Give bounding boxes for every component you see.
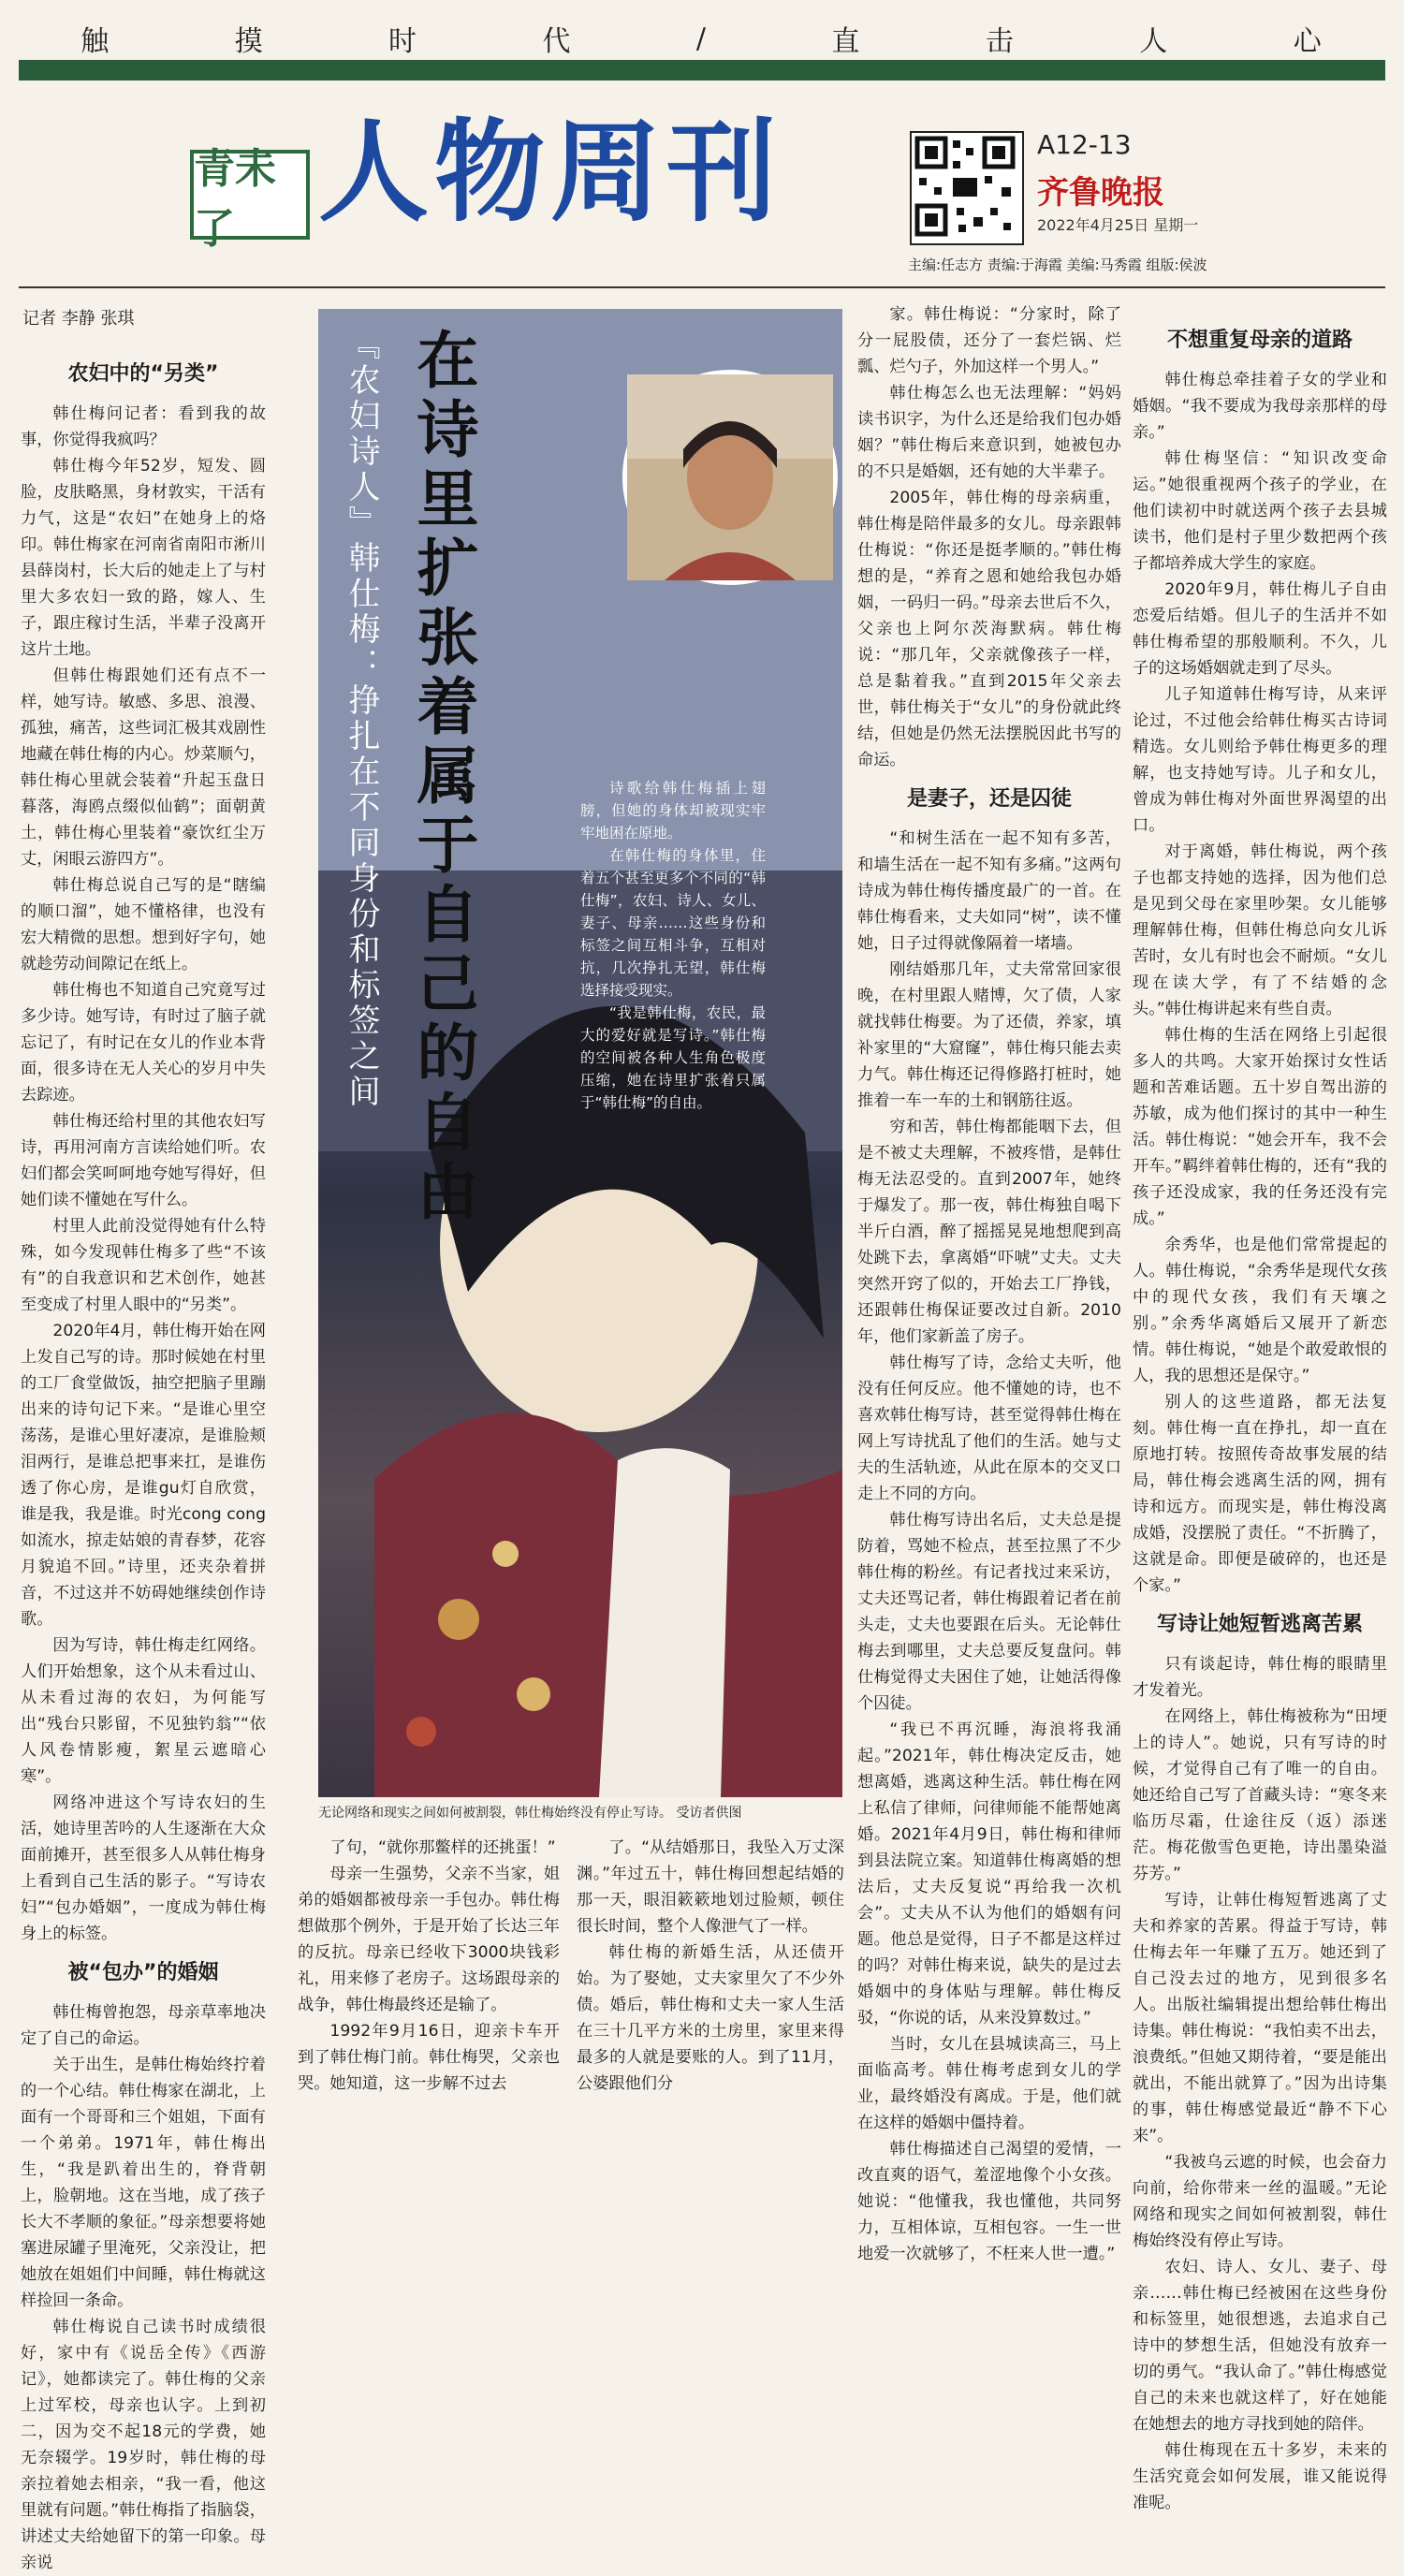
paragraph: 家。韩仕梅说：“分家时，除了分一屁股债，还分了一套烂锅、烂瓢、烂勺子，外加这样一个男人。”	[857, 305, 1121, 376]
paragraph: 韩仕梅的新婚生活，从还债开始。为了娶她，丈夫家里欠了不少外债。婚后，韩仕梅和丈夫一家人生活在三十几平方米的土房里，家里来得最多的人就是要账的人。到了11月，公婆跟他们分	[577, 1943, 844, 2093]
paragraph: 韩仕梅描述自己渴望的爱情，一改直爽的语气，羞涩地像个小女孩。她说：“他懂我，我也懂他，共同努力，互相体谅，互相包容。一生一世地爱一次就够了，不枉来人世一遭。”	[857, 2140, 1121, 2263]
paragraph: 韩仕梅怎么也无法理解：“妈妈读书识字，为什么还是给我们包办婚姻？”韩仕梅后来意识到，她被包办的不只是婚姻，还有她的大半辈子。	[857, 384, 1121, 481]
article-column-3-bottom-left	[577, 1835, 844, 2247]
slogan-char: 时	[388, 25, 419, 58]
paragraph: 余秀华，也是他们常常提起的人。韩仕梅说，“余秀华是现代女孩中的现代女孩，我们有天壤之别。”余秀华离婚后又展开了新恋情。韩仕梅说，“她是个敢爱敢恨的人，我的思想还是保守。”	[1133, 1236, 1387, 1385]
paragraph: 韩仕梅写诗出名后，丈夫总是提防着，骂她不检点，甚至拉黑了不少韩仕梅的粉丝。有记者找过来采访，丈夫还骂记者，韩仕梅跟着记者在前头走，丈夫也要跟在后头。无论韩仕梅去到哪里，丈夫总要反复盘问。韩仕梅觉得丈夫困住了她，让她活得像个囚徒。	[857, 1511, 1121, 1713]
paragraph: 韩仕梅坚信：“知识改变命运。”她很重视两个孩子的学业，在他们读初中时就送两个孩子去县城读书，他们是村子里少数把两个孩子都培养成大学生的家庭。	[1133, 449, 1387, 573]
paragraph: 对于离婚，韩仕梅说，两个孩子也都支持她的选择，因为他们总是见到父母在家里吵架。女儿能够理解韩仕梅，但韩仕梅总向女儿诉苦时，女儿有时也会不耐烦。“女儿现在读大学，有了不结婚的念头。”韩仕梅讲起来有些自责。	[1133, 842, 1387, 1018]
section-heading: 农妇中的“另类”	[67, 362, 219, 386]
paragraph: 韩仕梅总牵挂着子女的学业和婚姻。“我不要成为我母亲那样的母亲。”	[1133, 371, 1387, 442]
paragraph: 因为写诗，韩仕梅走红网络。人们开始想象，这个从未看过山、从未看过海的农妇，为何能写出“残台只影留，不见独钓翁”“依人风卷情影瘦，絮星云遮暗心寒”。	[21, 1636, 266, 1786]
paragraph: 韩仕梅今年52岁，短发、圆脸，皮肤略黑，身材敦实，干活有力气，这是“农妇”在她身上的烙印。韩仕梅家在河南省南阳市淅川县薛岗村，长大后的她走上了与村里大多农妇一致的路，嫁人、生子，跟庄稼讨生活，半辈子没离开这片土地。	[21, 457, 266, 659]
paragraph: 但韩仕梅跟她们还有点不一样，她写诗。敏感、多思、浪漫、孤独，痛苦，这些词汇极其戏剧性地藏在韩仕梅的内心。炒菜顺勺，韩仕梅心里就会装着“升起玉盘日暮落，海鸥点缀似仙鹤”；面朝黄土，韩仕梅心里装着“豪饮红尘万丈，闲眼云游四方”。	[21, 666, 266, 869]
paragraph: 了句，“就你那鳖样的还挑蛋！”	[329, 1838, 556, 1857]
paragraph: “和树生活在一起不知有多苦，和墙生活在一起不知有多痛。”这两句诗成为韩仕梅传播度最广的一首。在韩仕梅看来，丈夫如同“树”，读不懂她，日子过得就像隔着一堵墙。	[857, 829, 1121, 953]
section-heading: 不想重复母亲的道路	[1166, 329, 1353, 352]
article-column-4	[1133, 315, 1387, 2512]
paragraph: 别人的这些道路，都无法复刻。韩仕梅一直在挣扎，却一直在原地打转。按照传奇故事发展的结局，韩仕梅会逃离生活的网，拥有诗和远方。而现实是，韩仕梅没离成婚，没摆脱了责任。“不折腾了，这就是命。即便是破碎的，也还是个家。”	[1133, 1393, 1387, 1595]
section-heading: 被“包办”的婚姻	[67, 1961, 219, 1984]
paragraph: 了。“从结婚那日，我坠入万丈深渊。”年过五十，韩仕梅回想起结婚的那一天，眼泪簌簌地划过脸颊，顿住很长时间，整个人像泄气了一样。	[577, 1838, 844, 1936]
paragraph: 韩仕梅的生活在网络上引起很多人的共鸣。大家开始探讨女性话题和苦难话题。五十岁自驾出游的苏敏，成为他们探讨的其中一种生活。韩仕梅说：“她会开车，我不会开车。”羁绊着韩仕梅的，还有“我的孩子还没成家，我的任务还没有完成。”	[1133, 1026, 1387, 1228]
paragraph: 韩仕梅也不知道自己究竟写过多少诗。她写诗，有时过了脑子就忘记了，有时记在女儿的作业本背面，很多诗在无人关心的岁月中失去踪迹。	[21, 981, 266, 1105]
editor-credits: 主编:任志方 责编:于海霞 美编:马秀霞 组版:侯波	[908, 256, 1207, 273]
paragraph: 韩仕梅总说自己写的是“瞎编的顺口溜”，她不懂格律，也没有宏大精微的思想。想到好字句，她就趁劳动间隙记在纸上。	[21, 876, 266, 973]
article-column-2-bottom	[298, 1835, 560, 2247]
section-heading: 写诗让她短暂逃离苦累	[1156, 1613, 1363, 1636]
paragraph: 写诗，让韩仕梅短暂逃离了丈夫和养家的苦累。得益于写诗，韩仕梅去年一年赚了五万。她还到了自己没去过的地方，见到很多名人。出版社编辑提出想给韩仕梅出诗集。韩仕梅说：“我怕卖不出去，浪费纸。”但她又期待着，“要是能出就出，不能出就算了。”因为出诗集的事，韩仕梅感觉最近“静不下心来”。	[1133, 1891, 1387, 2145]
lead-paragraph-text: 诗歌给韩仕梅插上翅膀，但她的身体却被现实牢牢地困在原地。	[580, 780, 766, 842]
page-number: A12-13	[1037, 129, 1132, 160]
slogan-char: 击	[985, 25, 1016, 58]
article-column-1	[21, 348, 266, 2572]
paragraph: 2005年，韩仕梅的母亲病重，韩仕梅是陪伴最多的女儿。母亲跟韩仕梅说：“你还是挺孝顺的。”韩仕梅想的是，“养育之恩和她给我包办婚姻，一码归一码。”母亲去世后不久，父亲也上阿尔茨海默病。韩仕梅说：“那几年，父亲就像孩子一样，总是黏着我。”直到2015年父亲去世，韩仕梅关于“女儿”的身份就此终结，但她是仍然无法摆脱因此书写的命运。	[857, 489, 1121, 769]
slogan-char: 人	[1139, 25, 1170, 58]
slogan-char: /	[695, 22, 708, 55]
subheadline: 『农妇诗人』韩仕梅：挣扎在不同身份和标签之间	[343, 328, 380, 1110]
newspaper-name: 齐鲁晚报	[1037, 174, 1164, 212]
paragraph: 韩仕梅还给村里的其他农妇写诗，再用河南方言读给她们听。农妇们都会笑呵呵地夸她写得好，但她们读不懂她在写什么。	[21, 1112, 266, 1209]
qr-code-icon	[910, 131, 1024, 245]
slogan-char: 直	[831, 25, 862, 58]
lead-paragraph-text: 在韩仕梅的身体里，住着五个甚至更多个不同的“韩仕梅”，农妇、诗人、女儿、妻子、母亲……这些身份和标签之间互相斗争，互相对抗，几次挣扎无望，韩仕梅选择接受现实。	[580, 847, 766, 999]
headline: 在诗里扩张着属于自己的自由	[406, 328, 479, 1228]
portrait-photo	[622, 370, 838, 585]
header-divider	[19, 286, 1385, 288]
paragraph: 村里人此前没觉得她有什么特殊，如今发现韩仕梅多了些“不该有”的自我意识和艺术创作，她甚至变成了村里人眼中的“另类”。	[21, 1217, 266, 1314]
paragraph: 韩仕梅曾抱怨，母亲草率地决定了自己的命运。	[21, 2003, 266, 2048]
paragraph: “我已不再沉睡，海浪将我涌起。”2021年，韩仕梅决定反击，她想离婚，逃离这种生活。韩仕梅在网上私信了律师，问律师能不能帮她离婚。2021年4月9日，韩仕梅和律师到县法院立案。知道韩仕梅离婚的想法后，丈夫反复说“再给我一次机会”。丈夫从不认为他们的婚姻有问题。他总是觉得，日子不都是这样过的吗？对韩仕梅来说，缺失的是过去婚姻中的身体贴与理解。韩仕梅反驳，“你说的话，从来没算数过。”	[857, 1720, 1121, 2027]
paragraph: 韩仕梅现在五十多岁，未来的生活究竟会如何发展，谁又能说得准呢。	[1133, 2441, 1387, 2512]
paragraph: 穷和苦，韩仕梅都能咽下去，但是不被丈夫理解，不被疼惜，是韩仕梅无法忍受的。直到2007年，她终于爆发了。那一夜，韩仕梅独自喝下半斤白酒，醉了摇摇晃晃地想爬到高处跳下去，拿离婚“吓唬”丈夫。丈夫突然开窍了似的，开始去工厂挣钱，还跟韩仕梅保证要改过自新。2010年，他们家新盖了房子。	[857, 1118, 1121, 1346]
paragraph: 韩仕梅写了诗，念给丈夫听，他没有任何反应。他不懂她的诗，也不喜欢韩仕梅写诗，甚至觉得韩仕梅在网上写诗扰乱了他们的生活。她与丈夫的生活轨迹，从此在原本的交叉口走上不同的方向。	[857, 1354, 1121, 1503]
paragraph: 当时，女儿在县城读高三，马上面临高考。韩仕梅考虑到女儿的学业，最终婚没有离成。于是，他们就在这样的婚姻中僵持着。	[857, 2035, 1121, 2132]
paragraph: 韩仕梅说自己读书时成绩很好，家中有《说岳全传》《西游记》，她都读完了。韩仕梅的父亲上过军校，母亲也认字。上到初二，因为交不起18元的学费，她无奈辍学。19岁时，韩仕梅的母亲拉着她去相亲，“我一看，他这里就有问题。”韩仕梅指了指脑袋，讲述丈夫给她留下的第一印象。母亲说	[21, 2318, 266, 2572]
issue-date: 2022年4月25日 星期一	[1037, 216, 1199, 234]
paragraph: 网络冲进这个写诗农妇的生活，她诗里苦吟的人生逐渐在大众面前摊开，甚至很多人从韩仕梅身上看到自己生活的影子。“写诗农妇”“包办婚姻”，一度成为韩仕梅身上的标签。	[21, 1793, 266, 1943]
paragraph: “我被乌云遮的时候，也会奋力向前，给你带来一丝的温暖。”无论网络和现实之间如何被割裂，韩仕梅始终没有停止写诗。	[1133, 2153, 1387, 2250]
logo: 青未了	[190, 150, 310, 240]
reporter-byline: 记者 李静 张琪	[22, 309, 135, 329]
slogan-char: 心	[1293, 25, 1324, 58]
top-divider-bar	[19, 60, 1385, 80]
paragraph: 母亲一生强势，父亲不当家，姐弟的婚姻都被母亲一手包办。韩仕梅想做那个例外，于是开始了长达三年的反抗。母亲已经收下3000块钱彩礼，用来修了老房子。这场跟母亲的战争，韩仕梅最终还是输了。	[298, 1865, 560, 2014]
slogan-char: 摸	[234, 25, 265, 58]
paragraph: 农妇、诗人、女儿、妻子、母亲……韩仕梅已经被困在这些身份和标签里，她很想逃，去追求自己诗中的梦想生活，但她没有放弃一切的勇气。“我认命了。”韩仕梅感觉自己的未来也就这样了，好在她能在她想去的地方寻找到她的陪伴。	[1133, 2258, 1387, 2434]
paragraph: 2020年9月，韩仕梅儿子自由恋爱后结婚。但儿子的生活并不如韩仕梅希望的那般顺利。不久，儿子的这场婚姻就走到了尽头。	[1133, 580, 1387, 678]
section-heading: 是妻子，还是囚徒	[906, 787, 1072, 811]
paragraph: 关于出生，是韩仕梅始终拧着的一个心结。韩仕梅家在湖北，上面有一个哥哥和三个姐姐，下面有一个弟弟。1971年，韩仕梅出生，“我是趴着出生的，脊背朝上，脸朝地。这在当地，成了孩子长大不孝顺的象征。”母亲想要将她塞进尿罐子里淹死，父亲没让，把她放在姐姐们中间睡，韩仕梅就这样捡回一条命。	[21, 2056, 266, 2310]
masthead-title: 人物周刊	[318, 108, 783, 237]
slogan-char: 触	[80, 25, 111, 58]
paragraph: 儿子知道韩仕梅写诗，从来评论过，不过他会给韩仕梅买古诗词精选。女儿则给予韩仕梅更多的理解，也支持她写诗。儿子和女儿，曾成为韩仕梅对外面世界渴望的出口。	[1133, 685, 1387, 835]
header-slogan	[19, 17, 1385, 60]
paragraph: 只有谈起诗，韩仕梅的眼睛里才发着光。	[1133, 1655, 1387, 1700]
paragraph: 在网络上，韩仕梅被称为“田埂上的诗人”。她说，只有写诗的时候，才觉得自己有了唯一的自由。她还给自己写了首藏头诗：“寒冬来临历尽霜，仕途往反（返）添迷茫。梅花傲雪色更艳，诗出墨染溢芬芳。”	[1133, 1707, 1387, 1883]
paragraph: 刚结婚那几年，丈夫常常回家很晚，在村里跟人赌博，欠了债，人家就找韩仕梅要。为了还债，养家，填补家里的“大窟窿”，韩仕梅只能去卖力气。韩仕梅还记得修路打桩时，她推着一车一车的土和钢筋往返。	[857, 960, 1121, 1110]
lead-paragraph	[580, 777, 766, 1114]
paragraph: 韩仕梅问记者：看到我的故事，你觉得我疯吗？	[21, 404, 266, 449]
paragraph: 2020年4月，韩仕梅开始在网上发自己写的诗。那时候她在村里的工厂食堂做饭，抽空把脑子里蹦出来的诗句记下来。“是谁心里空荡荡，是谁心里好凄凉，是谁脸颊泪两行，是谁总把事来扛，是谁伤透了你心房，是谁gu灯自欣赏，谁是我，我是谁。时光cong cong如流水，掠走姑娘的青春梦，花容月貌追不回。”诗里，还夹杂着拼音，不过这并不妨碍她继续创作诗歌。	[21, 1322, 266, 1629]
slogan-char: 代	[542, 25, 573, 58]
article-column-3	[857, 301, 1121, 2263]
lead-paragraph-text: “我是韩仕梅，农民，最大的爱好就是写诗。”韩仕梅的空间被各种人生角色极度压缩，她在诗里扩张着只属于“韩仕梅”的自由。	[580, 1004, 766, 1111]
paragraph: 1992年9月16日，迎亲卡车开到了韩仕梅门前。韩仕梅哭，父亲也哭。她知道，这一步解不过去	[298, 2022, 560, 2093]
photo-caption: 无论网络和现实之间如何被割裂，韩仕梅始终没有停止写诗。 受访者供图	[318, 1806, 742, 1821]
